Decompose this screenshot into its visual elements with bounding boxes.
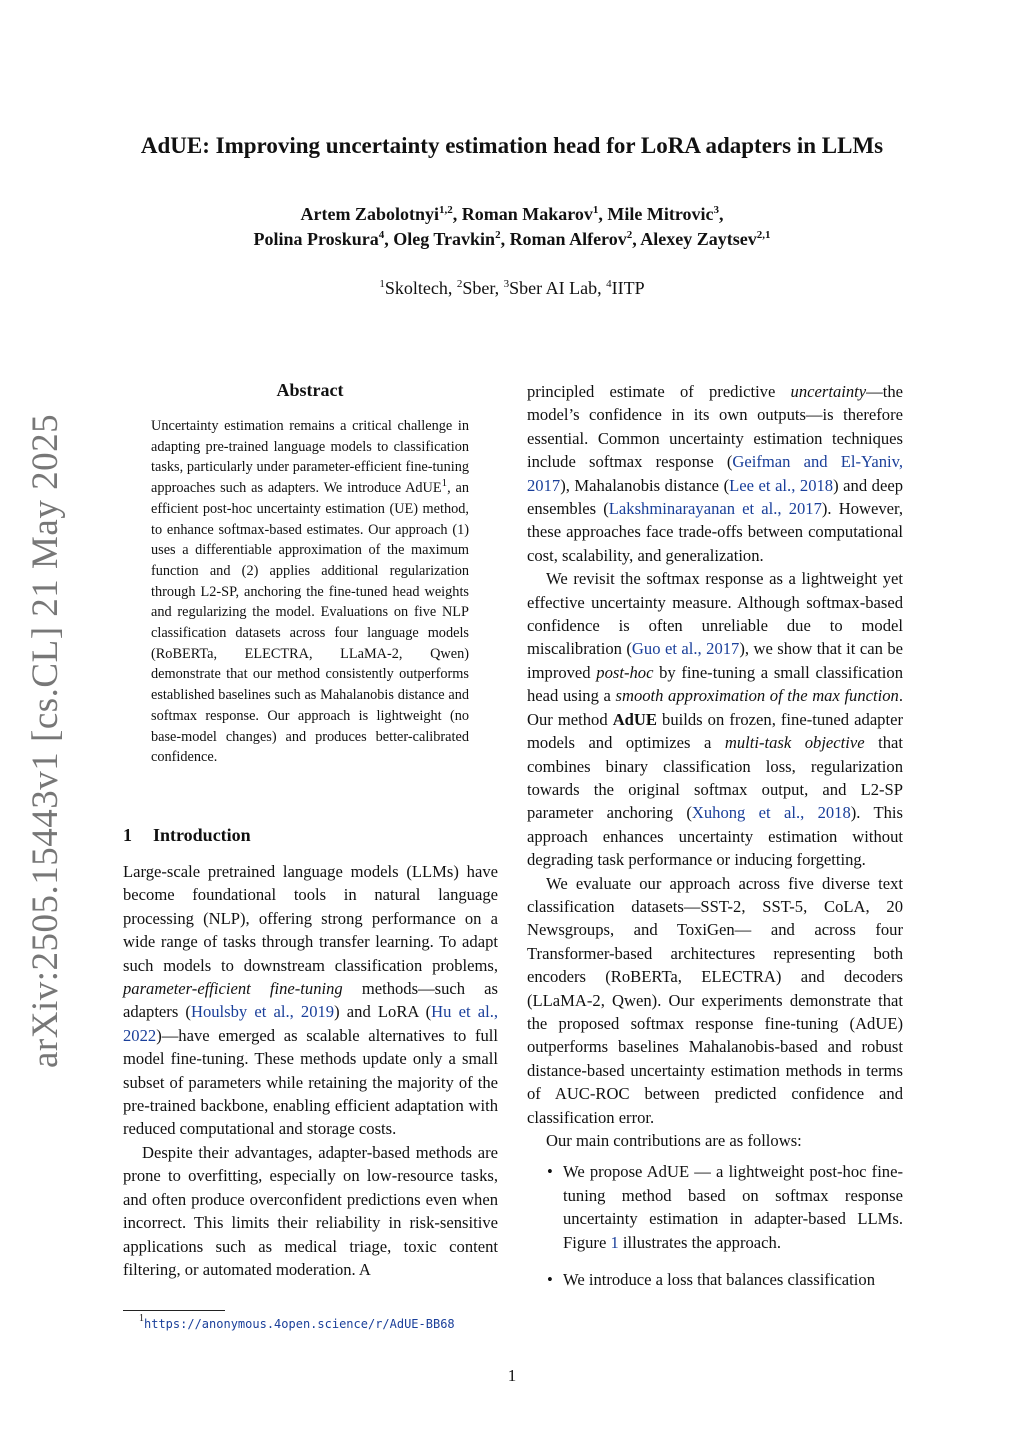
text-run: We revisit the softmax response as a lightweight yet effective uncertainty measure. Although softmax-based confidence is often unreliable due to model miscalibration (: [527, 569, 903, 659]
author-affiliation-mark: 2,1: [756, 229, 771, 241]
citation-link[interactable]: Guo et al., 2017: [631, 639, 740, 659]
citation-link[interactable]: Lakshminarayanan et al., 2017: [608, 499, 822, 519]
abstract-heading: Abstract: [276, 380, 344, 400]
emphasis-text: parameter-efficient fine-tuning: [123, 979, 343, 999]
bullet-icon: •: [547, 1270, 553, 1290]
author-name: Roman Makarov: [461, 204, 593, 224]
affiliation-separator: ,: [447, 278, 457, 298]
section-title: Introduction: [153, 825, 251, 845]
author-separator: ,: [452, 204, 462, 224]
author-name: Roman Alferov: [509, 229, 627, 249]
footnote-text: [144, 1315, 455, 1333]
text-run: builds on frozen, fine-tuned adapter models and optimizes a: [527, 709, 903, 753]
affiliation-mark: 2: [456, 278, 463, 290]
affiliation-separator: ,: [494, 278, 504, 298]
affiliation-name: Skoltech: [384, 278, 448, 298]
citation-link[interactable]: Xuhong et al., 2018: [691, 803, 851, 823]
text-run: illustrates the approach.: [618, 1232, 781, 1252]
intro-paragraph-1: [123, 860, 498, 1141]
author-line-1: [0, 202, 1024, 227]
citation-link[interactable]: Geifman and El-Yaniv, 2017: [527, 452, 903, 495]
author-name: Oleg Travkin: [393, 229, 496, 249]
citation-link[interactable]: Hu et al., 2022: [123, 1002, 498, 1045]
emphasis-text: multi-task objective: [724, 733, 865, 753]
paper-title: AdUE: Improving uncertainty estimation head for LoRA adapters in LLMs: [140, 133, 884, 158]
right-column-body: [527, 380, 903, 1305]
author-affiliation-mark: 4: [378, 229, 385, 241]
text-run: We propose AdUE — a lightweight post-hoc fine-tuning method based on softmax response uncertainty estimation in adapter-based LLMs. Figure: [563, 1162, 903, 1252]
author-affiliation-mark: 2: [495, 229, 501, 241]
intro-paragraph-5: We evaluate our approach across five diverse text classification datasets—SST-2, SST-5, CoLA, 20 Newsgroups, and ToxiGen— and across four Transformer-based architectures representing both encoders (RoBERTa, ELECTRA) and decoders (LLaMA-2, Qwen). Our experiments demonstrate that the proposed softmax response fine-tuning (AdUE) outperforms baselines Mahalanobis-based and robust distance-based uncertainty estimation methods in terms of AUC-ROC between predicted confidence and classification error.: [527, 873, 903, 1127]
figure-ref-link[interactable]: 1: [610, 1232, 619, 1252]
contribution-item: [547, 1268, 903, 1291]
text-run: )—have emerged as scalable alternatives to full model fine-tuning. These methods update only a small subset of parameters while retaining the majority of the pre-trained backbone, enabling efficient adaptation with reduced computational and storage costs.: [123, 1025, 498, 1139]
affiliation-mark: 1: [379, 278, 385, 290]
text-run: Large-scale pretrained language models (LLMs) have become foundational tools in natural language processing (NLP), offering strong performance on a wide range of tasks through transfer learning. To adapt such models to downstream classification problems,: [123, 862, 498, 975]
affiliation-name: Sber AI Lab: [509, 278, 598, 298]
author-affiliation-mark: 1,2: [438, 204, 453, 216]
affiliation-mark: 4: [606, 278, 612, 290]
text-run: by fine-tuning a small classification head using a: [527, 662, 903, 706]
text-run: We introduce a loss that balances classification: [563, 1270, 875, 1290]
author-name: Polina Proskura: [253, 229, 379, 249]
affiliation-mark: 3: [503, 278, 510, 290]
author-separator: ,: [719, 204, 724, 224]
text-run: methods—such as adapters (: [123, 979, 498, 1022]
author-affiliation-mark: 1: [592, 204, 599, 216]
affiliation-name: IITP: [611, 278, 645, 298]
citation-link[interactable]: Lee et al., 2018: [729, 475, 834, 495]
text-run: ). However, these approaches face trade-offs between computational cost, scalability, and generalization.: [527, 499, 904, 565]
text-run: ) and deep ensembles (: [527, 475, 904, 519]
abstract-text: [151, 416, 469, 768]
author-separator: ,: [632, 229, 641, 249]
text-run: ), Mahalanobis distance (: [560, 475, 730, 495]
footnote-divider: [123, 1310, 225, 1311]
text-run: principled estimate of predictive: [527, 382, 791, 401]
contribution-item: [547, 1160, 903, 1254]
author-affiliation-mark: 3: [713, 204, 720, 216]
text-run: ) and LoRA (: [334, 1002, 432, 1022]
intro-paragraph-4: [527, 567, 903, 871]
arxiv-identifier: arXiv:2505.15443v1 [cs.CL] 21 May 2025: [25, 413, 66, 1068]
emphasis-text: post-hoc: [596, 662, 654, 682]
affiliations: [0, 276, 1024, 300]
intro-paragraph-2: Despite their advantages, adapter-based methods are prone to overfitting, especially on low-resource tasks, and often produce overconfident predictions even when incorrect. This limits their reliability in risk-sensitive applications such as medical triage, toxic content filtering, or automated moderation. A: [123, 1142, 498, 1279]
left-column-body: [123, 860, 498, 1281]
section-number: 1: [123, 825, 132, 845]
abstract-text-a: Uncertainty estimation remains a critical challenge in adapting pre-trained language models to classification tasks, particularly under parameter-efficient fine-tuning approaches such as adapters. We introduce AdUE: [151, 418, 469, 497]
footnote-ref[interactable]: 1: [441, 477, 448, 490]
contributions-list: [527, 1160, 903, 1291]
author-line-2: [0, 227, 1024, 252]
emphasis-text: uncertainty: [790, 382, 867, 401]
footnote-mark: 1: [139, 1313, 144, 1324]
text-run: that combines binary classification loss, regularization towards the original softmax output, and L2-SP parameter anchoring (: [527, 733, 904, 823]
author-name: Artem Zabolotnyi: [300, 204, 439, 224]
affiliation-name: Sber: [462, 278, 495, 298]
abstract-text-b: , an efficient post-hoc uncertainty estimation (UE) method, to enhance softmax-based estimates. Our approach (1) uses a differentiable approximation of the maximum function and (2) applies additional regularization through L2-SP, anchoring the fine-tuned head weights and regularizing the model. Evaluations on five NLP classification datasets across four language models (RoBERTa, ELECTRA, LLaMA-2, Qwen) demonstrate that our method consistently outperforms established baselines such as Mahalanobis distance and softmax response. Our approach is lightweight (no base-model changes) and produces better-calibrated confidence.: [151, 480, 469, 766]
author-name: Mile Mitrovic: [607, 204, 714, 224]
section-heading: [123, 822, 251, 848]
author-affiliation-mark: 2: [626, 229, 633, 241]
emphasis-text: smooth approximation of the max function: [615, 686, 899, 706]
citation-link[interactable]: Houlsby et al., 2019: [190, 1002, 335, 1022]
author-separator: ,: [500, 229, 510, 249]
author-list: [0, 202, 1024, 252]
author-separator: ,: [598, 204, 608, 224]
page-number: 1: [507, 1366, 517, 1385]
bold-text: AdUE: [612, 709, 657, 729]
text-run: ). This approach enhances uncertainty estimation without degrading task performance or inducing forgetting.: [527, 803, 903, 870]
text-run: —the model’s confidence in its own outputs—is therefore essential. Common uncertainty estimation techniques include softmax response (: [527, 382, 903, 472]
author-separator: ,: [384, 229, 394, 249]
affiliation-separator: ,: [597, 278, 607, 298]
intro-paragraph-3: [527, 380, 903, 567]
intro-paragraph-6: Our main contributions are as follows:: [546, 1131, 802, 1150]
author-name: Alexey Zaytsev: [640, 229, 757, 249]
bullet-icon: •: [547, 1162, 553, 1182]
footnote-url-link[interactable]: https://anonymous.4open.science/r/AdUE-BB68: [144, 1317, 455, 1331]
text-run: . Our method: [527, 686, 903, 729]
text-run: ), we show that it can be improved: [527, 639, 903, 682]
